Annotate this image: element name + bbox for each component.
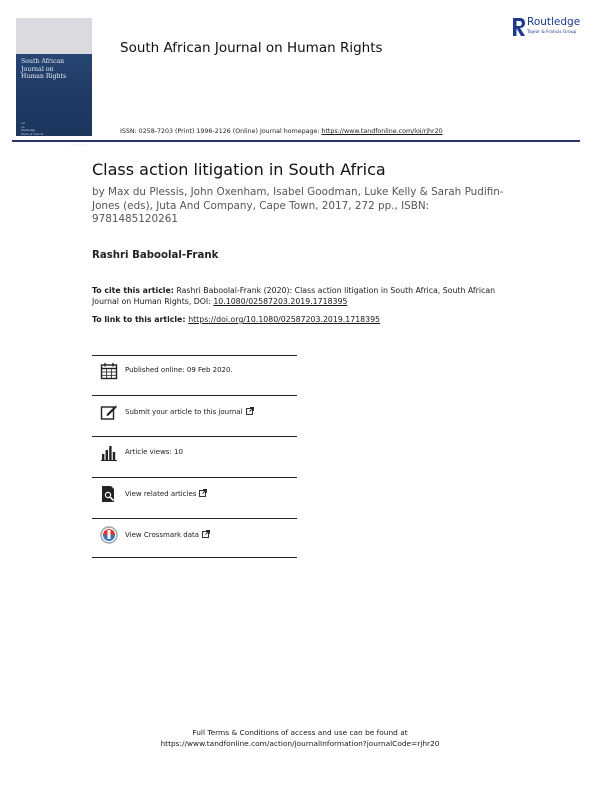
crossmark-row[interactable] [100, 526, 300, 546]
external-link-icon [199, 489, 207, 497]
cover-footer-line: no [21, 124, 25, 129]
issn-text: ISSN: 0258-7203 (Print) 1996-2126 (Online) Journal homepage: [120, 128, 322, 135]
external-link-icon [202, 530, 210, 538]
submit-article-label: Submit your article to this journal [125, 408, 243, 416]
publisher-name: Routledge [527, 16, 581, 28]
related-articles-link[interactable] [125, 489, 207, 498]
journal-cover-thumbnail[interactable] [16, 18, 92, 147]
cover-footer-line: vol [21, 121, 26, 125]
cover-footer-text [21, 122, 61, 136]
submit-article-link[interactable] [125, 407, 254, 416]
pencil-edit-icon [100, 403, 118, 421]
publisher-group: Taylor & Francis Group [527, 30, 577, 35]
footer-terms-text: Full Terms & Conditions of access and use can be found at [192, 728, 408, 737]
published-online-label: Published online: 09 Feb 2020. [125, 366, 233, 374]
article-views-label: Article views: 10 [125, 448, 183, 456]
cover-title-line: Journal on [21, 65, 54, 73]
link-label: To link to this article: [92, 315, 189, 324]
info-divider [92, 436, 297, 437]
info-divider [92, 518, 297, 519]
calendar-icon [100, 362, 118, 380]
submit-article-row[interactable] [100, 403, 300, 423]
cover-title [21, 58, 91, 81]
journal-title: South African Journal on Human Rights [120, 40, 383, 56]
article-title: Class action litigation in South Africa [92, 160, 386, 179]
footer-terms-link[interactable]: https://www.tandfonline.com/action/journalInformation?journalCode=rjhr20 [160, 739, 440, 748]
header-divider [12, 140, 580, 142]
info-divider [92, 477, 297, 478]
article-doi-url[interactable]: https://doi.org/10.1080/02587203.2019.1718395 [188, 315, 380, 324]
external-link-icon [246, 407, 254, 415]
crossmark-icon [100, 526, 118, 544]
cite-text: Rashri Baboolal-Frank (2020): Class action litigation in South Africa, South African Journal on Human Rights, DOI: [92, 286, 496, 306]
info-divider [92, 355, 297, 356]
article-views-row [100, 444, 300, 464]
info-divider [92, 395, 297, 396]
routledge-r-icon [510, 16, 526, 38]
journal-homepage-link[interactable]: https://www.tandfonline.com/loi/rjhr20 [321, 128, 443, 135]
cite-label: To cite this article: [92, 286, 174, 295]
doi-link[interactable]: 10.1080/02587203.2019.1718395 [213, 297, 348, 306]
cover-footer-line: Taylor & Francis [21, 131, 44, 136]
book-reference: by Max du Plessis, John Oxenham, Isabel Goodman, Luke Kelly & Sarah Pudifin-Jones (eds), Juta And Company, Cape Town, 2017, 272 pp., ISBN: 9781485120261 [92, 186, 504, 226]
cover-top-band [16, 18, 92, 54]
cover-title-line: Human Rights [21, 73, 67, 80]
publisher-logo[interactable] [510, 16, 590, 40]
related-articles-row[interactable] [100, 485, 300, 505]
cover-footer-line: Routledge [21, 128, 36, 133]
related-articles-label: View related articles [125, 490, 197, 498]
info-divider [92, 557, 297, 558]
document-search-icon [100, 485, 118, 503]
article-author: Rashri Baboolal-Frank [92, 250, 219, 261]
bar-chart-icon [100, 444, 118, 462]
crossmark-link[interactable] [125, 530, 210, 539]
issn-line [120, 128, 443, 135]
citation-block [92, 285, 512, 307]
crossmark-label: View Crossmark data [125, 531, 200, 539]
article-link-row [92, 315, 380, 324]
published-online-row [100, 362, 300, 382]
cover-title-line: South African [21, 58, 65, 65]
cover-publisher-logo: Routledge [70, 143, 87, 147]
